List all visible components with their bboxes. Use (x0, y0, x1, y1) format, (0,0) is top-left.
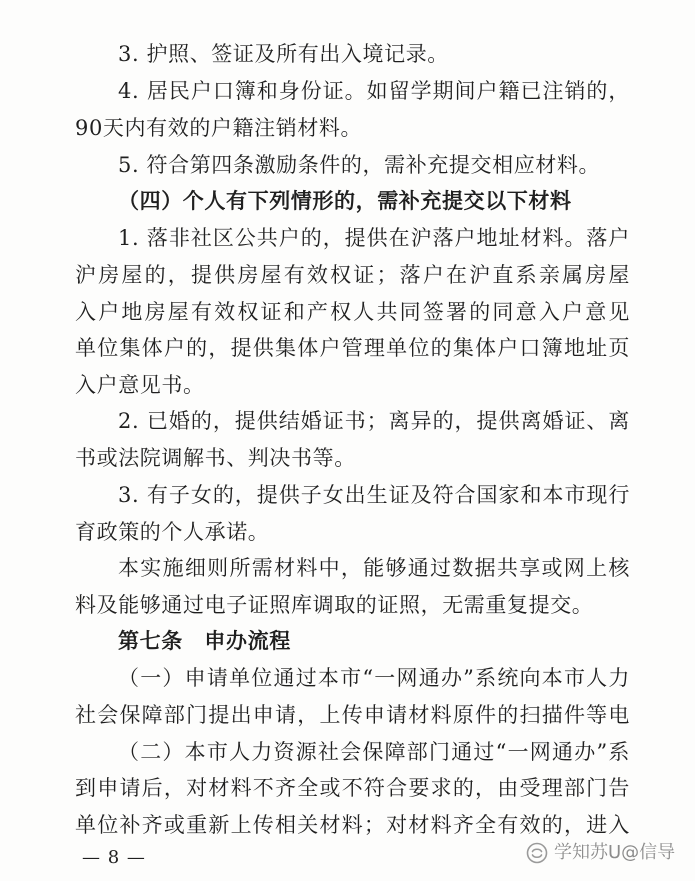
text-line-19: 社会保障部门提出申请，上传申请材料原件的扫描件等电 (75, 703, 630, 727)
text-line-16: 料及能够通过电子证照库调取的证照，无需重复提交。 (75, 593, 594, 617)
text-line-2: 4. 居民户口簿和身份证。如留学期间户籍已注销的， (118, 79, 630, 103)
wechat-official-account-icon (526, 842, 548, 864)
page-number: — 8 — (82, 847, 146, 868)
text-line-3: 90天内有效的户籍注销材料。 (75, 116, 363, 140)
text-line-6: 1. 落非社区公共户的，提供在沪落户地址材料。落户 (118, 226, 630, 250)
watermark (526, 838, 675, 868)
text-line-21: 到申请后，对材料不齐全或不符合要求的，由受理部门告 (75, 776, 630, 800)
text-line-4: 5. 符合第四条激励条件的，需补充提交相应材料。 (118, 153, 601, 177)
text-line-11: 2. 已婚的，提供结婚证书；离异的，提供离婚证、离 (118, 409, 630, 433)
section-heading-4: （四）个人有下列情形的，需补充提交以下材料 (118, 188, 572, 213)
text-line-20: （二）本市人力资源社会保障部门通过“一网通办”系 (118, 740, 630, 764)
text-line-14: 育政策的个人承诺。 (75, 520, 270, 544)
text-line-10: 入户意见书。 (75, 373, 205, 397)
text-line-18: （一）申请单位通过本市“一网通办”系统向本市人力 (118, 666, 630, 690)
watermark-text: 学知苏U@信导 (554, 842, 676, 863)
text-line-7: 沪房屋的，提供房屋有效权证；落户在沪直系亲属房屋 (75, 263, 630, 287)
text-line-1: 3. 护照、签证及所有出入境记录。 (118, 42, 449, 66)
article-heading-7: 第七条 申办流程 (118, 628, 291, 653)
text-line-12: 书或法院调解书、判决书等。 (75, 446, 356, 470)
text-line-22: 单位补齐或重新上传相关材料；对材料齐全有效的，进入 (75, 813, 630, 837)
text-line-8: 入户地房屋有效权证和产权人共同签署的同意入户意见 (75, 300, 630, 324)
text-line-9: 单位集体户的，提供集体户管理单位的集体户口簿地址页 (75, 336, 630, 360)
text-line-13: 3. 有子女的，提供子女出生证及符合国家和本市现行 (118, 483, 630, 507)
text-line-15: 本实施细则所需材料中，能够通过数据共享或网上核 (118, 556, 630, 580)
